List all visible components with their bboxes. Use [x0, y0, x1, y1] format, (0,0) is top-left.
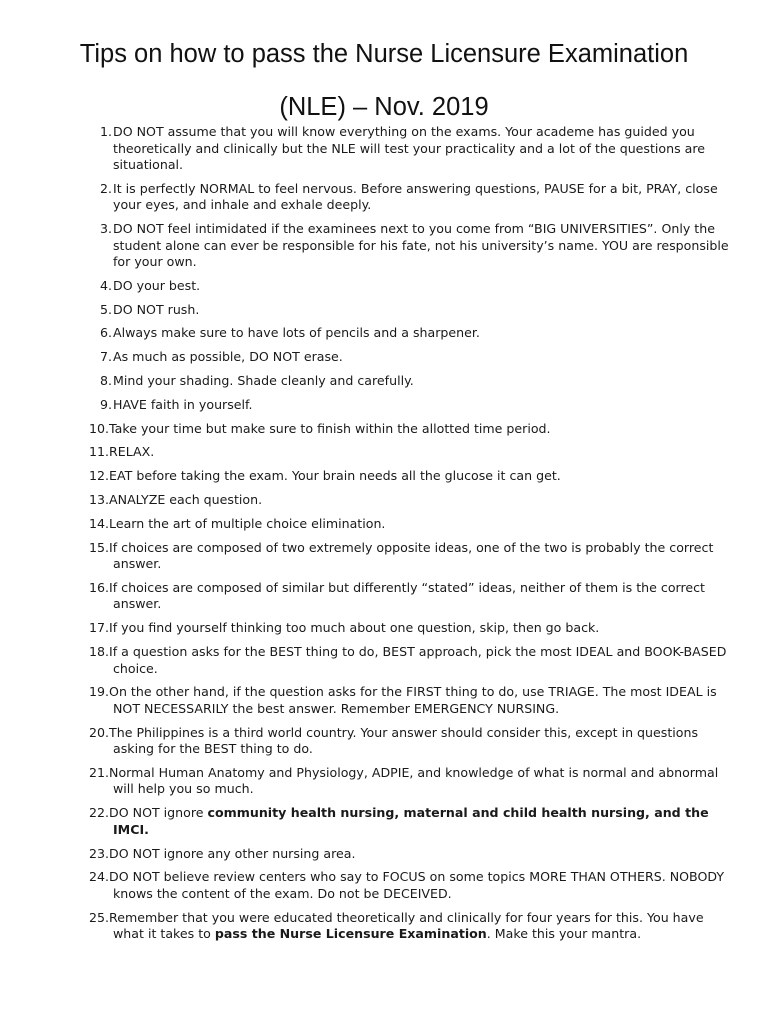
- tip-item: [89, 846, 729, 863]
- tip-item: [89, 910, 729, 943]
- tip-item: [89, 373, 729, 390]
- tip-number: 11.: [89, 444, 110, 460]
- tip-item: [89, 516, 729, 533]
- tip-number: 23.: [89, 845, 110, 861]
- tip-number: 22.: [89, 805, 110, 821]
- tip-item: [89, 181, 729, 214]
- tip-text-part: As much as possible, DO NOT erase.: [113, 349, 343, 365]
- tip-text-part: DO NOT ignore any other nursing area.: [109, 845, 356, 861]
- tip-item: [89, 397, 729, 414]
- tip-text-part: ANALYZE each question.: [109, 492, 263, 508]
- tip-item: [89, 468, 729, 485]
- tip-number: 15.: [89, 539, 110, 555]
- tip-item: [89, 805, 729, 838]
- tip-text-part: Mind your shading. Shade cleanly and carefully.: [113, 373, 414, 389]
- tip-item: [89, 221, 729, 271]
- tip-item: [89, 421, 729, 438]
- tip-text: [109, 725, 698, 757]
- tip-number: 24.: [89, 869, 110, 885]
- tip-text-part: DO NOT believe review centers who say to FOCUS on some topics MORE THAN OTHERS. NOBODY knows the content of the exam. Do not be DECEIVED.: [109, 869, 725, 901]
- tip-text: [109, 644, 726, 676]
- tip-number: 2.: [99, 180, 112, 196]
- tip-text-after: . Make this your mantra.: [486, 926, 642, 942]
- tip-text: [113, 278, 200, 293]
- tip-text: [109, 492, 262, 507]
- tip-number: 20.: [89, 724, 110, 740]
- tip-text-part: Take your time but make sure to finish within the allotted time period.: [109, 420, 551, 436]
- tip-item: [89, 725, 729, 758]
- tip-number: 8.: [99, 373, 112, 389]
- tip-item: [89, 684, 729, 717]
- tip-text: [109, 620, 599, 635]
- tip-text: [113, 325, 480, 340]
- tip-number: 18.: [89, 644, 110, 660]
- tip-text-part: If you find yourself thinking too much about one question, skip, then go back.: [109, 620, 600, 636]
- tip-item: [89, 644, 729, 677]
- tip-text: [113, 397, 253, 412]
- tip-text-part: EAT before taking the exam. Your brain needs all the glucose it can get.: [109, 468, 561, 484]
- tip-number: 16.: [89, 579, 110, 595]
- tip-item: [89, 580, 729, 613]
- tip-text: [109, 869, 724, 901]
- tip-text: [109, 805, 709, 837]
- tip-number: 1.: [99, 124, 112, 139]
- tip-number: 7.: [99, 349, 112, 365]
- tip-item: [89, 540, 729, 573]
- tip-text: [113, 124, 705, 172]
- tip-text-part: Normal Human Anatomy and Physiology, ADPIE, and knowledge of what is normal and abnormal will help you so much.: [109, 764, 719, 797]
- tip-number: 25.: [89, 909, 110, 925]
- tip-text: [109, 580, 705, 612]
- tip-number: 3.: [99, 221, 112, 237]
- tip-item: [89, 869, 729, 902]
- tip-bold-text: community health nursing, maternal and child health nursing, and the IMCI.: [113, 805, 709, 837]
- tip-text-part: DO NOT rush.: [113, 301, 200, 317]
- tip-text-part: Learn the art of multiple choice elimination.: [109, 515, 386, 531]
- tip-bold-text: pass the Nurse Licensure Examination: [214, 926, 487, 942]
- tip-item: [89, 620, 729, 637]
- tip-text-part: If choices are composed of two extremely opposite ideas, one of the two is probably the correct answer.: [109, 539, 714, 572]
- tip-item: [89, 765, 729, 798]
- tip-text: [109, 468, 561, 483]
- tip-text-part: DO your best.: [113, 277, 201, 293]
- tip-item: [89, 278, 729, 295]
- tip-text: [109, 444, 154, 459]
- tip-item: [89, 302, 729, 319]
- document-title-line-1: Tips on how to pass the Nurse Licensure Examination: [79, 40, 689, 68]
- document-title-line-2: (NLE) – Nov. 2019: [279, 93, 489, 121]
- tip-item: [89, 349, 729, 366]
- tip-text-part: Remember that you were educated theoretically and clinically for four years for this. You have what it takes to: [109, 909, 704, 942]
- tip-text-part: It is perfectly NORMAL to feel nervous. Before answering questions, PAUSE for a bit, PRAY, close your eyes, and inhale and exhale deeply.: [113, 180, 718, 213]
- tip-text: [113, 373, 414, 388]
- tips-list: [89, 124, 729, 950]
- tip-item: [89, 124, 729, 174]
- tip-number: 21.: [89, 764, 110, 780]
- tip-number: 6.: [99, 325, 112, 341]
- tip-item: [89, 492, 729, 509]
- tip-text-part: DO NOT feel intimidated if the examinees next to you come from “BIG UNIVERSITIES”. Only the student alone can ever be responsible for his fate, not his university’s name. YOU are responsible for your own.: [113, 221, 729, 270]
- tip-text-part: Always make sure to have lots of pencils and a sharpener.: [113, 325, 480, 341]
- tip-text-part: DO NOT ignore: [109, 805, 208, 821]
- tip-text: [109, 910, 704, 942]
- tip-text: [113, 349, 343, 364]
- tip-text-part: If a question asks for the BEST thing to do, BEST approach, pick the most IDEAL and BOOK-BASED choice.: [109, 644, 727, 676]
- tip-text: [109, 516, 385, 531]
- tip-number: 9.: [99, 396, 112, 412]
- tip-text: [109, 684, 717, 716]
- tip-text-part: RELAX.: [109, 444, 155, 460]
- tip-item: [89, 325, 729, 342]
- tip-number: 12.: [89, 468, 110, 484]
- tip-text-part: If choices are composed of similar but differently “stated” ideas, neither of them is the correct answer.: [109, 579, 705, 612]
- tip-text-part: DO NOT assume that you will know everything on the exams. Your academe has guided you theoretically and clinically but the NLE will test your practicality and a lot of the questions are situational.: [113, 124, 706, 172]
- tip-number: 17.: [89, 620, 110, 636]
- tip-number: 13.: [89, 492, 110, 508]
- tip-text-part: The Philippines is a third world country. Your answer should consider this, except in questions asking for the BEST thing to do.: [109, 724, 699, 757]
- tip-text: [109, 540, 713, 572]
- tip-text: [113, 181, 718, 213]
- tip-number: 4.: [99, 277, 112, 293]
- tip-item: [89, 444, 729, 461]
- tip-text: [109, 846, 355, 861]
- tip-number: 5.: [99, 301, 112, 317]
- tip-number: 14.: [89, 515, 110, 531]
- tip-text: [109, 765, 718, 797]
- tip-text-part: HAVE faith in yourself.: [113, 396, 253, 412]
- tip-number: 19.: [89, 684, 110, 700]
- tip-number: 10.: [89, 420, 110, 436]
- tip-text: [113, 221, 729, 269]
- tip-text: [113, 302, 199, 317]
- tip-text: [109, 421, 551, 436]
- tip-text-part: On the other hand, if the question asks for the FIRST thing to do, use TRIAGE. The most IDEAL is NOT NECESSARILY the best answer. Remember EMERGENCY NURSING.: [109, 684, 717, 716]
